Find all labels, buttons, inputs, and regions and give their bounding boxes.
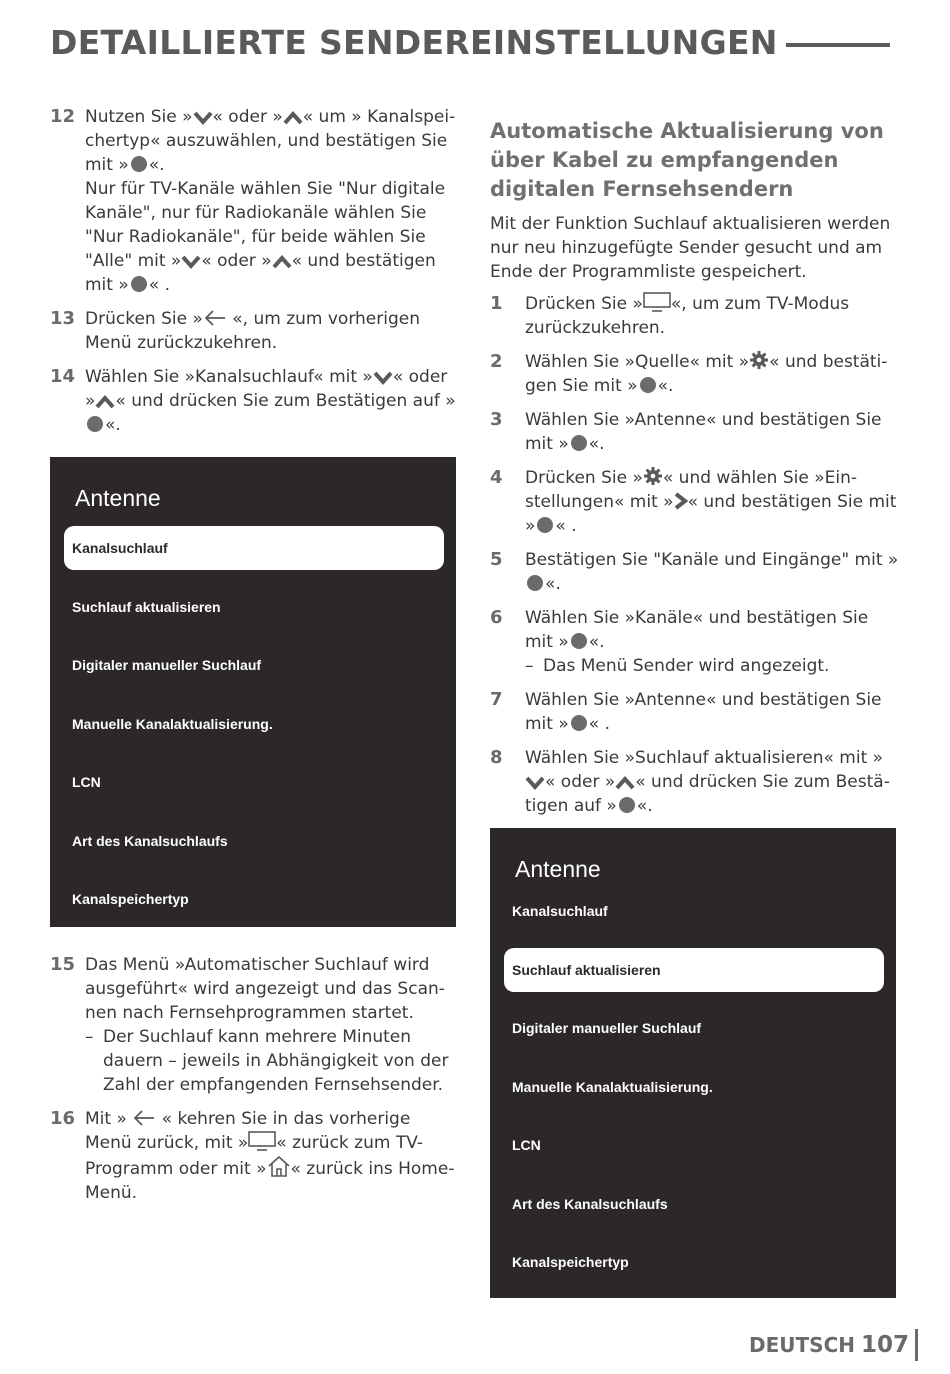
dash-note: [525, 654, 900, 678]
chevron-down-icon: [525, 776, 545, 790]
chevron-down-icon: [373, 371, 393, 385]
menu-item[interactable]: Manuelle Kanalaktualisierung.: [72, 715, 273, 732]
step-text: [525, 606, 900, 678]
step-text-part: Bestätigen Sie "Kanäle und Eingänge" mit »: [525, 550, 899, 570]
ok-button-icon: [87, 416, 103, 432]
step-text-part: « und bestätigen mit »: [85, 251, 436, 295]
menu-item[interactable]: Digitaler manueller Suchlauf: [512, 1020, 702, 1036]
menu-item[interactable]: LCN: [512, 1137, 541, 1153]
step-text-part: Nutzen Sie »: [85, 107, 193, 127]
step-text-part: Wählen Sie »Antenne« und bestätigen Sie mit »: [525, 690, 882, 734]
antenne-menu-left: [50, 457, 456, 927]
step-text-part: «, um zum vorherigen Menü zurückzukehren.: [85, 309, 420, 353]
step-number: 13: [50, 308, 76, 329]
left-column: [50, 105, 460, 1215]
chevron-up-icon: [615, 776, 635, 790]
step-text-part: « .: [148, 275, 170, 295]
step-number: 7: [490, 689, 503, 710]
step-text-part: «.: [545, 574, 561, 594]
step-text-part: Mit »: [85, 1109, 133, 1129]
right-column: [490, 105, 900, 1298]
page-number: 107: [860, 1332, 909, 1358]
step-text: [525, 548, 900, 596]
menu-item[interactable]: Digitaler manueller Suchlauf: [72, 657, 262, 673]
dash-marker: –: [525, 656, 534, 676]
step-6: [490, 606, 900, 678]
step-13: [50, 307, 460, 355]
step-text-part: Drücken Sie »: [85, 309, 203, 329]
step-text-part: « und wählen Sie »Einstellungen« mit »: [525, 468, 858, 512]
step-text-part: Wählen Sie »Kanalsuchlauf« mit »: [85, 367, 373, 387]
ok-button-icon: [640, 377, 656, 393]
step-number: 1: [490, 293, 503, 314]
home-icon: [267, 1155, 291, 1177]
step-text: [525, 466, 900, 538]
step-text-part: « oder »: [201, 251, 272, 271]
step-text: [85, 1107, 460, 1205]
step-text-part: « oder »: [545, 772, 616, 792]
menu-item[interactable]: Art des Kanalsuchlaufs: [72, 832, 228, 849]
step-text-part: « und bestätigen Sie mit »: [525, 492, 897, 536]
step-number: 5: [490, 549, 503, 570]
step-text-part: « .: [588, 714, 610, 734]
tv-icon: [248, 1131, 276, 1151]
ok-button-icon: [537, 517, 553, 533]
step-text: [85, 365, 460, 437]
step-5: [490, 548, 900, 596]
step-8: [490, 746, 900, 818]
step-text-part: Das Menü »Automatischer Suchlauf wird ausgeführt« wird angezeigt und das Scannen nach Fernsehprogrammen startet.: [85, 955, 445, 1023]
chevron-up-icon: [283, 111, 303, 125]
step-text-part: Der Suchlauf kann mehrere Minuten dauern – jeweils in Abhängigkeit von der Zahl der empfangenden Fernsehsender.: [103, 1027, 449, 1095]
menu-item[interactable]: Kanalsuchlauf: [64, 526, 444, 570]
step-2: [490, 350, 900, 398]
ok-button-icon: [571, 633, 587, 649]
step-text-part: Drücken Sie »: [525, 468, 643, 488]
menu-item[interactable]: Art des Kanalsuchlaufs: [512, 1195, 668, 1212]
step-text-part: «.: [657, 376, 674, 396]
step-text: [85, 307, 460, 355]
back-arrow-icon: [203, 309, 227, 327]
menu-item[interactable]: Kanalspeichertyp: [512, 1254, 629, 1270]
tv-icon: [643, 292, 671, 312]
step-text-part: « um » Kanalspeichertyp« auszuwählen, und bestätigen Sie mit »: [85, 107, 456, 175]
step-text-part: « und drücken Sie zum Bestätigen auf »: [115, 391, 456, 411]
step-text-part: « und drücken Sie zum Bestätigen auf »: [525, 772, 890, 816]
page-footer: [749, 1328, 918, 1362]
section-intro: Mit der Funktion Suchlauf aktualisieren werden nur neu hinzugefügte Sender gesucht und am Ende der Programmliste gespeichert.: [490, 214, 891, 282]
step-16: [50, 1107, 460, 1205]
dash-marker: –: [85, 1027, 94, 1047]
title-rule: [786, 43, 890, 47]
step-number: 3: [490, 409, 503, 430]
section-heading: Automatische Aktualisierung von über Kabel zu empfangenden digitalen Fernsehsendern: [490, 119, 884, 201]
step-text-part: « kehren Sie in das vorherige Menü zurück, mit »: [85, 1109, 411, 1153]
ok-button-icon: [571, 715, 587, 731]
step-text: [85, 105, 460, 297]
step-text-part: «.: [636, 796, 653, 816]
step-3: [490, 408, 900, 456]
step-text-part: Wählen Sie »Kanäle« und bestätigen Sie mit »: [525, 608, 869, 652]
chevron-down-icon: [181, 255, 201, 269]
step-text-part: « zurück ins Home-Menü.: [85, 1159, 455, 1203]
menu-item[interactable]: Manuelle Kanalaktualisierung.: [512, 1078, 713, 1095]
step-text-part: «.: [588, 632, 605, 652]
chevron-up-icon: [272, 255, 292, 269]
step-text-part: « und bestätigen Sie mit »: [525, 352, 888, 396]
step-number: 4: [490, 467, 503, 488]
ok-button-icon: [527, 575, 543, 591]
menu-title: Antenne: [515, 856, 601, 882]
step-text-part: Drücken Sie »: [525, 294, 643, 314]
menu-item[interactable]: Suchlauf aktualisieren: [504, 948, 884, 992]
ok-button-icon: [571, 435, 587, 451]
step-7: [490, 688, 900, 736]
menu-item[interactable]: Kanalspeichertyp: [72, 891, 189, 907]
step-number: 14: [50, 366, 76, 387]
step-text-part: « .: [555, 516, 577, 536]
step-text-part: « oder »: [212, 107, 283, 127]
step-number: 8: [490, 747, 503, 768]
step-14: [50, 365, 460, 437]
step-text: [525, 688, 900, 736]
footer-bar: [915, 1329, 918, 1361]
page-header: [50, 20, 890, 64]
antenne-menu-right: [490, 828, 896, 1298]
step-text-part: Wählen Sie »Quelle« mit »: [525, 352, 750, 372]
step-number: 12: [50, 106, 76, 127]
step-text-part: «.: [148, 155, 165, 175]
step-number: 6: [490, 607, 503, 628]
step-1: [490, 292, 900, 340]
chevron-down-icon: [193, 111, 213, 125]
back-arrow-icon: [132, 1109, 156, 1127]
chevron-up-icon: [95, 395, 115, 409]
ok-button-icon: [131, 276, 147, 292]
chevron-right-icon: [674, 492, 688, 510]
step-text-part: « zurück zum TV-Programm oder mit »: [85, 1133, 423, 1179]
page-title: DETAILLIERTE SENDEREINSTELLUNGEN: [50, 22, 778, 62]
step-text-part: «.: [105, 415, 121, 435]
footer-language: DEUTSCH: [749, 1333, 855, 1357]
step-15: [50, 953, 460, 1097]
step-number: 16: [50, 1108, 76, 1129]
gear-icon: [749, 350, 769, 370]
dash-note: [85, 1025, 460, 1097]
step-text: [525, 292, 900, 340]
step-text-part: Nur für TV-Kanäle wählen Sie "Nur digitale Kanäle", nur für Radiokanäle wählen Sie "Nur Radiokanäle", für beide wählen Sie "Alle" mit »: [85, 179, 446, 271]
step-4: [490, 466, 900, 538]
menu-item[interactable]: Kanalsuchlauf: [512, 903, 608, 919]
step-text-part: «.: [588, 434, 605, 454]
menu-item[interactable]: Suchlauf aktualisieren: [72, 598, 221, 615]
menu-item[interactable]: LCN: [72, 774, 101, 790]
step-text: [525, 350, 900, 398]
menu-title: Antenne: [75, 485, 161, 511]
step-text-part: « oder »: [85, 367, 448, 411]
step-text-part: Das Menü Sender wird angezeigt.: [543, 656, 830, 676]
gear-icon: [643, 466, 663, 486]
step-number: 2: [490, 351, 503, 372]
ok-button-icon: [619, 797, 635, 813]
ok-button-icon: [131, 156, 147, 172]
step-text-part: Wählen Sie »Antenne« und bestätigen Sie mit »: [525, 410, 882, 454]
step-text: [525, 746, 900, 818]
step-text: [525, 408, 900, 456]
step-number: 15: [50, 954, 76, 975]
step-text-part: Wählen Sie »Suchlauf aktualisieren« mit »: [525, 748, 884, 768]
step-text: [85, 953, 460, 1097]
step-text-part: «, um zum TV-Modus zurückzukehren.: [525, 294, 850, 338]
step-12: [50, 105, 460, 297]
